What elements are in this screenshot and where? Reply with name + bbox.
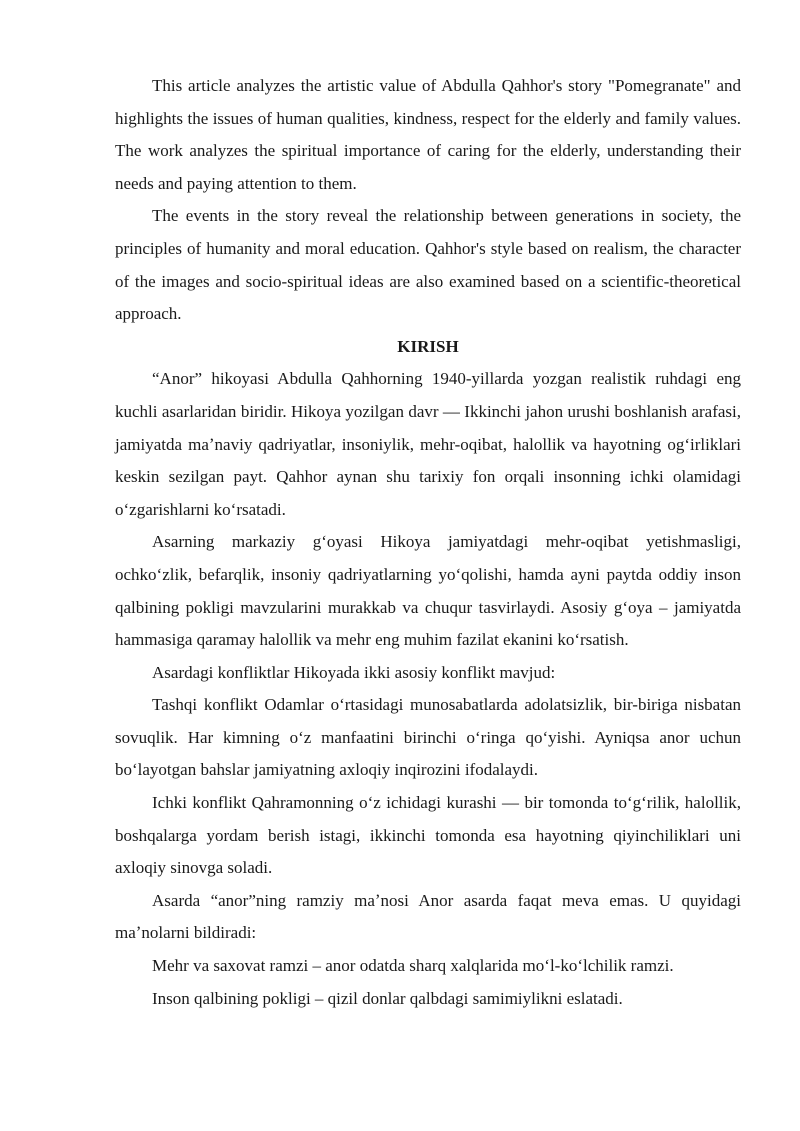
body-paragraph-7: Mehr va saxovat ramzi – anor odatda sharq xalqlarida moʻl-koʻlchilik ramzi.	[152, 956, 674, 976]
abstract-paragraph-2: The events in the story reveal the relationship between generations in society, the principles of humanity and moral education. Qahhor's style based on realism, the character of the images and socio-spiritual ideas are also examined based on a scientific-theoretical approach.	[115, 206, 741, 324]
abstract-paragraph-1: This article analyzes the artistic value of Abdulla Qahhor's story "Pomegranate" and highlights the issues of human qualities, kindness, respect for the elderly and family values. The work analyzes the spiritual importance of caring for the elderly, understanding their needs and paying attention to them.	[115, 76, 741, 193]
section-heading: KIRISH	[397, 336, 459, 356]
body-paragraph-8: Inson qalbining pokligi – qizil donlar qalbdagi samimiylikni eslatadi.	[152, 988, 623, 1008]
document-page	[115, 70, 741, 1015]
body-paragraph-5: Ichki konflikt Qahramonning oʻz ichidagi kurashi — bir tomonda toʻgʻrilik, halollik, boshqalarga yordam berish istagi, ikkinchi tomonda esa hayotning qiyinchiliklari uni axloqiy sinovga soladi.	[115, 793, 741, 878]
body-paragraph-1: “Anor” hikoyasi Abdulla Qahhorning 1940-yillarda yozgan realistik ruhdagi eng kuchli asarlaridan biridir. Hikoya yozilgan davr — Ikkinchi jahon urushi boshlanish arafasi, jamiyatda maʼnaviy qadriyatlar, insoniylik, mehr-oqibat, halollik va hayotning ogʻirliklari keskin sezilgan payt. Qahhor aynan shu tarixiy fon orqali insonning ichki olamidagi oʻzgarishlarni koʻrsatadi.	[115, 369, 741, 519]
body-paragraph-2: Asarning markaziy gʻoyasi Hikoya jamiyatdagi mehr-oqibat yetishmasligi, ochkoʻzlik, befarqlik, insoniy qadriyatlarning yoʻqolishi, hamda ayni paytda oddiy inson qalbining pokligi mavzularini murakkab va chuqur tasvirlaydi. Asosiy gʻoya – jamiyatda hammasiga qaramay halollik va mehr eng muhim fazilat ekanini koʻrsatish.	[115, 532, 741, 650]
body-paragraph-3: Asardagi konfliktlar Hikoyada ikki asosiy konflikt mavjud:	[152, 662, 556, 682]
body-paragraph-6: Asarda “anor”ning ramziy maʼnosi Anor asarda faqat meva emas. U quyidagi maʼnolarni bildiradi:	[115, 890, 741, 943]
body-paragraph-4: Tashqi konflikt Odamlar oʻrtasidagi munosabatlarda adolatsizlik, bir-biriga nisbatan sovuqlik. Har kimning oʻz manfaatini birinchi oʻringa qoʻyishi. Ayniqsa anor uchun boʻlayotgan bahslar jamiyatning axloqiy inqirozini ifodalaydi.	[115, 695, 741, 780]
